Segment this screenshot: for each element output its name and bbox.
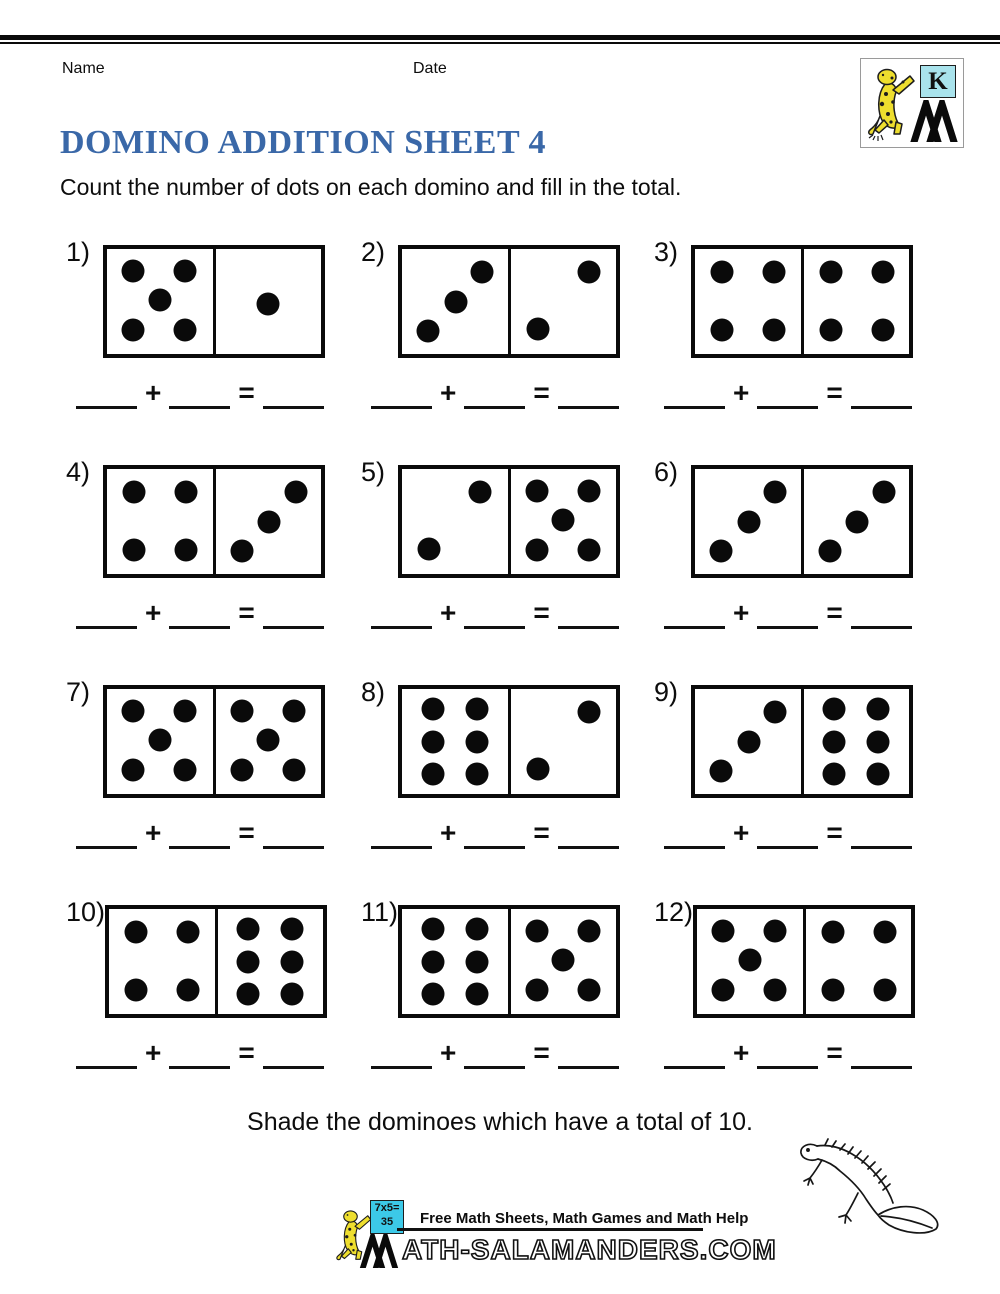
answer-blank-left: [76, 820, 137, 849]
domino-pip: [821, 978, 844, 1001]
answer-blank-left: [371, 380, 432, 409]
domino-pip: [174, 260, 197, 283]
domino-right-half: [804, 249, 910, 354]
plus-sign: +: [440, 597, 457, 628]
domino-pip: [230, 539, 253, 562]
problem-cell: [650, 675, 950, 895]
equals-sign: =: [826, 817, 843, 848]
domino-pip: [823, 763, 846, 786]
answer-blank-total: [558, 820, 619, 849]
answer-blank-total: [263, 380, 324, 409]
domino: [398, 905, 620, 1018]
m-mark-icon: [910, 100, 958, 142]
domino-pip: [237, 950, 260, 973]
equals-sign: =: [238, 1037, 255, 1068]
domino-pip: [421, 917, 444, 940]
domino-pip: [174, 700, 197, 723]
domino-pip: [819, 261, 842, 284]
domino-pip: [737, 510, 760, 533]
domino-left-half: [109, 909, 218, 1014]
domino-pip: [577, 538, 600, 561]
domino-pip: [867, 730, 890, 753]
plus-sign: +: [145, 817, 162, 848]
domino-pip: [873, 978, 896, 1001]
problem-cell: [650, 235, 950, 455]
answer-blank-left: [664, 1040, 725, 1069]
domino-pip: [122, 318, 145, 341]
problem-cell: [62, 235, 357, 455]
domino-left-half: [107, 689, 216, 794]
domino-left-half: [402, 689, 511, 794]
domino: [398, 245, 620, 358]
domino-pip: [421, 983, 444, 1006]
domino: [691, 465, 913, 578]
problem-cell: [650, 895, 950, 1115]
equals-sign: =: [533, 597, 550, 628]
domino-pip: [421, 697, 444, 720]
problem-cell: [62, 895, 357, 1115]
k-board: K: [920, 65, 956, 98]
domino-pip: [711, 261, 734, 284]
plus-sign: +: [733, 377, 750, 408]
problem-number: 9): [654, 677, 679, 707]
domino-pip: [281, 950, 304, 973]
newt-illustration: [795, 1133, 947, 1239]
equals-sign: =: [533, 377, 550, 408]
problem-number: 5): [361, 457, 386, 487]
answer-blank-left: [76, 380, 137, 409]
domino-pip: [123, 481, 146, 504]
domino-pip: [711, 318, 734, 341]
plus-sign: +: [733, 817, 750, 848]
answer-line: [371, 1037, 619, 1069]
answer-blank-total: [851, 820, 912, 849]
equals-sign: =: [826, 377, 843, 408]
answer-blank-right: [464, 820, 525, 849]
answer-blank-total: [558, 600, 619, 629]
answer-blank-right: [464, 600, 525, 629]
answer-blank-left: [76, 600, 137, 629]
answer-blank-total: [851, 1040, 912, 1069]
problem-number: 7): [66, 677, 91, 707]
worksheet-instruction: Count the number of dots on each domino and fill in the total.: [60, 174, 682, 200]
domino-pip: [525, 480, 548, 503]
domino-pip: [873, 921, 896, 944]
domino-pip: [444, 290, 467, 313]
domino-pip: [465, 763, 488, 786]
domino: [691, 245, 913, 358]
answer-line: [664, 817, 912, 849]
domino: [105, 905, 327, 1018]
problem-number: 10): [66, 897, 106, 927]
domino-pip: [257, 729, 280, 752]
domino-pip: [469, 481, 492, 504]
domino-pip: [577, 978, 600, 1001]
answer-blank-left: [76, 1040, 137, 1069]
plus-sign: +: [440, 817, 457, 848]
domino-pip: [871, 261, 894, 284]
domino-pip: [818, 539, 841, 562]
domino-pip: [175, 481, 198, 504]
domino-right-half: [218, 909, 324, 1014]
domino-pip: [577, 480, 600, 503]
problem-cell: [62, 455, 357, 675]
answer-blank-total: [263, 600, 324, 629]
domino-right-half: [804, 689, 910, 794]
problem-cell: [357, 235, 650, 455]
domino-pip: [282, 758, 305, 781]
domino-pip: [465, 730, 488, 753]
equals-sign: =: [238, 597, 255, 628]
domino-left-half: [107, 249, 216, 354]
domino-pip: [174, 318, 197, 341]
domino-pip: [710, 759, 733, 782]
plus-sign: +: [145, 377, 162, 408]
page-title: DOMINO ADDITION SHEET 4: [60, 124, 547, 161]
domino-pip: [525, 978, 548, 1001]
domino-pip: [237, 917, 260, 940]
footer-divider: [397, 1228, 703, 1231]
problem-number: 12): [654, 897, 694, 927]
shading-instruction: Shade the dominoes which have a total of 10.: [247, 1108, 753, 1136]
answer-blank-left: [371, 820, 432, 849]
answer-blank-right: [757, 380, 818, 409]
plus-sign: +: [145, 597, 162, 628]
answer-line: [664, 597, 912, 629]
answer-line: [664, 377, 912, 409]
domino-left-half: [695, 469, 804, 574]
problem-number: 3): [654, 237, 679, 267]
answer-blank-left: [371, 1040, 432, 1069]
answer-line: [371, 597, 619, 629]
domino-pip: [421, 950, 444, 973]
domino-pip: [712, 920, 735, 943]
answer-line: [76, 1037, 324, 1069]
equals-sign: =: [533, 817, 550, 848]
domino-pip: [525, 538, 548, 561]
domino-pip: [763, 261, 786, 284]
equals-sign: =: [238, 377, 255, 408]
answer-blank-right: [464, 1040, 525, 1069]
footer-tagline: Free Math Sheets, Math Games and Math Help: [420, 1210, 749, 1227]
domino-pip: [763, 318, 786, 341]
answer-blank-left: [371, 600, 432, 629]
domino-pip: [284, 481, 307, 504]
problems-grid: [62, 235, 967, 1115]
board-line1: 7x5=: [374, 1202, 400, 1214]
domino-pip: [125, 978, 148, 1001]
domino-pip: [764, 701, 787, 724]
problem-cell: [357, 675, 650, 895]
domino-right-half: [216, 249, 322, 354]
site-name: ATH-SALAMANDERS.COM: [402, 1234, 777, 1265]
answer-blank-total: [558, 1040, 619, 1069]
domino-pip: [764, 920, 787, 943]
domino-pip: [122, 260, 145, 283]
answer-blank-left: [664, 600, 725, 629]
problem-cell: [357, 455, 650, 675]
domino: [693, 905, 915, 1018]
problem-cell: [650, 455, 950, 675]
answer-line: [371, 377, 619, 409]
answer-blank-total: [263, 820, 324, 849]
domino-pip: [122, 700, 145, 723]
domino-left-half: [695, 689, 804, 794]
domino-pip: [148, 729, 171, 752]
domino-pip: [867, 697, 890, 720]
answer-blank-total: [263, 1040, 324, 1069]
date-label: Date: [413, 60, 447, 77]
domino-pip: [471, 261, 494, 284]
domino: [398, 685, 620, 798]
answer-line: [371, 817, 619, 849]
domino-pip: [122, 758, 145, 781]
problem-number: 4): [66, 457, 91, 487]
domino-pip: [177, 921, 200, 944]
m-mark-footer-icon: [356, 1234, 402, 1268]
domino-pip: [421, 763, 444, 786]
footer-logo: [330, 1194, 777, 1280]
plus-sign: +: [145, 1037, 162, 1068]
domino-pip: [148, 289, 171, 312]
domino-right-half: [511, 469, 617, 574]
problem-cell: [357, 895, 650, 1115]
problem-number: 11): [361, 897, 399, 927]
domino-pip: [872, 481, 895, 504]
domino-pip: [737, 730, 760, 753]
domino-right-half: [804, 469, 910, 574]
equals-sign: =: [826, 1037, 843, 1068]
answer-line: [76, 817, 324, 849]
domino-left-half: [697, 909, 806, 1014]
equals-sign: =: [826, 597, 843, 628]
answer-blank-left: [664, 820, 725, 849]
problem-cell: [62, 675, 357, 895]
domino-pip: [738, 949, 761, 972]
plus-sign: +: [733, 597, 750, 628]
domino-pip: [823, 697, 846, 720]
domino-pip: [237, 983, 260, 1006]
domino-pip: [577, 701, 600, 724]
domino-right-half: [511, 249, 617, 354]
domino-pip: [465, 983, 488, 1006]
domino-pip: [710, 539, 733, 562]
domino-pip: [230, 758, 253, 781]
domino-pip: [465, 917, 488, 940]
domino-left-half: [402, 909, 511, 1014]
domino-pip: [764, 978, 787, 1001]
domino-pip: [177, 978, 200, 1001]
answer-blank-right: [169, 600, 230, 629]
domino-pip: [421, 730, 444, 753]
domino-pip: [821, 921, 844, 944]
domino-pip: [282, 700, 305, 723]
board-line2: 35: [380, 1216, 394, 1229]
domino-pip: [526, 317, 549, 340]
equals-sign: =: [533, 1037, 550, 1068]
domino: [103, 685, 325, 798]
equals-sign: =: [238, 817, 255, 848]
problem-number: 8): [361, 677, 386, 707]
header-divider: [0, 35, 1000, 44]
domino-pip: [552, 509, 575, 532]
answer-line: [664, 1037, 912, 1069]
domino-pip: [465, 950, 488, 973]
domino-right-half: [511, 909, 617, 1014]
domino-pip: [125, 921, 148, 944]
problem-number: 6): [654, 457, 679, 487]
site-logo: [860, 58, 964, 148]
domino-pip: [871, 318, 894, 341]
domino-pip: [525, 920, 548, 943]
domino-pip: [867, 763, 890, 786]
plus-sign: +: [440, 1037, 457, 1068]
domino-pip: [258, 510, 281, 533]
domino-left-half: [107, 469, 216, 574]
domino-right-half: [216, 469, 322, 574]
domino-right-half: [806, 909, 912, 1014]
answer-blank-right: [169, 380, 230, 409]
answer-blank-right: [464, 380, 525, 409]
domino-pip: [712, 978, 735, 1001]
domino-pip: [819, 318, 842, 341]
domino-pip: [123, 538, 146, 561]
answer-blank-left: [664, 380, 725, 409]
answer-blank-total: [558, 380, 619, 409]
domino-pip: [257, 292, 280, 315]
domino: [103, 245, 325, 358]
answer-blank-right: [757, 600, 818, 629]
domino-right-half: [511, 689, 617, 794]
answer-blank-right: [757, 1040, 818, 1069]
domino-pip: [418, 537, 441, 560]
domino-left-half: [402, 249, 511, 354]
domino-pip: [764, 481, 787, 504]
domino: [398, 465, 620, 578]
plus-sign: +: [440, 377, 457, 408]
domino-pip: [174, 758, 197, 781]
domino-pip: [175, 538, 198, 561]
domino-pip: [526, 757, 549, 780]
domino-pip: [846, 510, 869, 533]
domino-right-half: [216, 689, 322, 794]
domino-pip: [281, 983, 304, 1006]
domino-pip: [552, 949, 575, 972]
domino-pip: [465, 697, 488, 720]
domino: [103, 465, 325, 578]
problem-number: 2): [361, 237, 386, 267]
domino: [691, 685, 913, 798]
answer-blank-total: [851, 600, 912, 629]
answer-line: [76, 377, 324, 409]
problem-number: 1): [66, 237, 91, 267]
answer-line: [76, 597, 324, 629]
domino-pip: [577, 920, 600, 943]
domino-pip: [281, 917, 304, 940]
domino-pip: [577, 261, 600, 284]
domino-pip: [417, 319, 440, 342]
answer-blank-right: [169, 820, 230, 849]
name-label: Name: [62, 60, 105, 77]
answer-blank-total: [851, 380, 912, 409]
answer-blank-right: [169, 1040, 230, 1069]
answer-blank-right: [757, 820, 818, 849]
domino-left-half: [695, 249, 804, 354]
domino-pip: [230, 700, 253, 723]
plus-sign: +: [733, 1037, 750, 1068]
domino-left-half: [402, 469, 511, 574]
domino-pip: [823, 730, 846, 753]
